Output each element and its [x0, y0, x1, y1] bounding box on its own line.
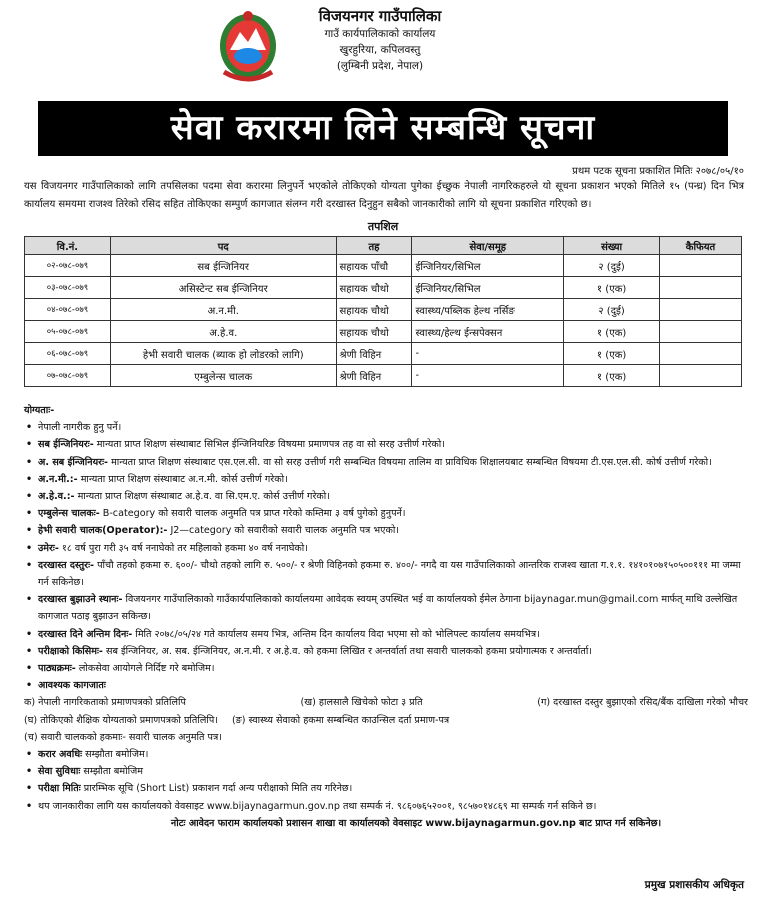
positions-table [24, 236, 742, 387]
cell-count: २ (दुई) [564, 299, 660, 321]
document-item: (घ) तोकिएको शैक्षिक योग्यताको प्रमाणपत्रको प्रतिलिपि। [24, 714, 218, 726]
col-header-sn: वि.नं. [25, 237, 111, 255]
list-item [24, 557, 748, 591]
cell-service: ईन्जिनियर/सिभिल [412, 255, 564, 277]
item-title: हेभी सवारी चालक(Operator):- [38, 525, 168, 537]
item-text: B-category को सवारी चालक अनुमति पत्र प्राप्त गरेको कम्तिमा ३ वर्ष पुगेको हुनुपर्ने। [99, 508, 406, 520]
table-row [25, 365, 742, 387]
cell-count: १ (एक) [564, 321, 660, 343]
cell-level: सहायक चौथो [336, 321, 412, 343]
list-item [24, 746, 748, 763]
publish-date: प्रथम पटक सूचना प्रकाशित मितिः २०७८/०५/१० [572, 166, 744, 177]
province-name: (लुम्बिनी प्रदेश, नेपाल) [336, 60, 424, 72]
letterhead [0, 0, 766, 100]
cell-post: अ.न.मी. [110, 299, 336, 321]
item-text: विजयनगर गाउँपालिकाको गाउँकार्यपालिकाको कार्यालयमा आवेदक स्वयम् उपस्थित भई वा कार्यालयको ईमेल ठेगाना bijaynagar.mun@gmail.com मार्फत् माथि उल्लेखित कागजात पठाइ बुझाउन सकिन्छ। [38, 594, 738, 623]
cell-remarks [660, 299, 742, 321]
item-text: नेपाली नागरीक हुनु पर्ने। [38, 422, 122, 434]
list-item [24, 488, 748, 505]
intro-paragraph: यस विजयनगर गाउँपालिकाको लागि तपसिलका पदमा सेवा करारमा लिनुपर्ने भएकोले तोकिएको योग्यता पुगेका ईच्छुक नेपाली नागरिकहरुले यो सूचना प्रकाशन भएको मितिले १५ (पन्ध्र) दिन भित्र कार्यालय समयमा राजश्व तिरेको रसिद सहित तोकिएका सम्पुर्ण कागजात संलग्न गरी दरखास्त दिनुहुन सबैको जानकारीको लागि यो सूचना प्रकाशित गरिएको छ। [24, 181, 744, 210]
document-item: (ख) हालसालै खिचेको फोटा ३ प्रति [300, 697, 423, 709]
cell-service: - [412, 343, 564, 365]
item-text: सम्झौता बमोजिम [80, 766, 143, 778]
cell-level: श्रेणी विहिन [336, 365, 412, 387]
signature-title: प्रमुख प्रशासकीय अधिकृत [644, 879, 744, 891]
cell-sn: ०७-०७८-०७९ [25, 365, 111, 387]
list-item [24, 505, 748, 522]
item-text: पाँचौ तहको हकमा रु. ६००/- चौथो तहको लागि रु. ५००/- र श्रेणी विहिनको हकमा रु. ४००/- नगदै वा यस गाउँपालिकाको आन्तरिक राजश्व खाता ग.१.१. १४१०१०७१५०५००१११ मा जम्मा गर्न सकिनेछ। [38, 559, 741, 589]
list-item [24, 419, 748, 436]
item-text: प्रारम्भिक सूचि (Short List) प्रकाशन गर्दा अन्य परीक्षाको मिति तय गरिनेछ। [80, 783, 353, 795]
item-title: सेवा सुविधाः [38, 766, 81, 778]
table-row [25, 343, 742, 365]
list-item [24, 436, 748, 453]
cell-sn: ०५-०७८-०७९ [25, 321, 111, 343]
item-title: दरखास्त दिने अन्तिम दिनः- [38, 628, 133, 640]
item-text: मान्यता प्राप्त शिक्षण संस्थाबाट अ.न.मी. कोर्स उत्तीर्ण गरेको। [77, 473, 288, 485]
list-item [24, 471, 748, 488]
cell-post: हेभी सवारी चालक (ब्याक हो लोडरको लागि) [110, 343, 336, 365]
cell-service: ईन्जिनियर/सिभिल [412, 277, 564, 299]
table-header-row [25, 237, 742, 255]
list-item [24, 522, 748, 539]
item-title: सब ईन्जिनियरः- [38, 439, 94, 451]
documents-row-2 [24, 712, 748, 729]
cell-service: - [412, 365, 564, 387]
table-title: तपशिल [367, 220, 399, 233]
col-header-level: तह [336, 237, 412, 255]
cell-remarks [660, 277, 742, 299]
cell-service: स्वास्थ्य/हेल्थ ईन्सपेक्सन [412, 321, 564, 343]
item-text: सम्झौता बमोजिम। [82, 749, 149, 761]
cell-sn: ०२-०७८-०७९ [25, 255, 111, 277]
notice-banner-title: सेवा करारमा लिने सम्बन्धि सूचना [38, 101, 728, 156]
item-text: मान्यता प्राप्त शिक्षण संस्थाबाट अ.हे.व. वा सि.एम.ए. कोर्स उत्तीर्ण गरेको। [74, 491, 330, 503]
item-text: मान्यता प्राप्त शिक्षण संस्थाबाट एस.एल.सी. वा सो सरह उत्तीर्ण गरी सम्बन्धित विषयमा तालिम वा प्राविधिक शिक्षालयबाट सम्बन्धित विषयमा टी.एस.एल.सी. कोर्ष उत्तीर्ण गरेको। [108, 456, 712, 468]
item-title: एम्बुलेन्स चालकः- [38, 508, 100, 520]
list-item [24, 677, 748, 694]
organization-name-block [296, 6, 464, 74]
cell-remarks [660, 321, 742, 343]
cell-post: एम्बुलेन्स चालक [110, 365, 336, 387]
document-item: (ङ) स्वास्थ्य सेवाको हकमा सम्बन्धित काउन्सिल दर्ता प्रमाण-पत्र [231, 714, 450, 726]
nepal-emblem-icon [216, 8, 280, 84]
org-name: विजयनगर गाउँपालिका [318, 7, 442, 25]
cell-service: स्वास्थ्य/पब्लिक हेल्थ नर्सिङ [412, 299, 564, 321]
list-item [24, 540, 748, 557]
list-item [24, 763, 748, 780]
item-title: करार अवधिः [38, 749, 83, 761]
documents-row-3: (च) सवारी चालकको हकमाः- सवारी चालक अनुमति पत्र। [24, 731, 222, 743]
cell-sn: ०६-०७८-०७९ [25, 343, 111, 365]
item-title: परीक्षा मितिः [38, 783, 81, 795]
item-text: थप जानकारीका लागि यस कार्यालयको वेवसाइट www.bijaynagarmun.gov.np तथा सम्पर्क नं. ९८६०७६५२००१, ९८५७०१४८६९ मा सम्पर्क गर्न सकिने छ। [38, 800, 597, 812]
list-item [24, 660, 748, 677]
col-header-post: पद [110, 237, 336, 255]
item-text: लोकसेवा आयोगले निर्दिष्ट गरे बमोजिम। [75, 663, 215, 675]
item-title: परीक्षाको किसिमः- [38, 645, 103, 657]
item-title: पाठ्यक्रमः- [38, 663, 76, 675]
list-item [24, 626, 748, 643]
item-text: मान्यता प्राप्त शिक्षण संस्थाबाट सिभिल ईन्जिनियरिङ विषयमा प्रमाणपत्र तह वा सो सरह उत्तीर्ण गरेको। [93, 439, 445, 451]
cell-remarks [660, 343, 742, 365]
cell-sn: ०३-०७८-०७९ [25, 277, 111, 299]
list-item [24, 780, 748, 797]
item-title: आवश्यक कागजातः [38, 680, 106, 692]
cell-remarks [660, 365, 742, 387]
office-location: खुरहुरिया, कपिलवस्तु [339, 44, 421, 56]
col-header-service: सेवा/समूह [412, 237, 564, 255]
cell-count: १ (एक) [564, 343, 660, 365]
col-header-count: संख्या [564, 237, 660, 255]
item-title: दरखास्त दस्तुरः- [38, 559, 95, 571]
table-row [25, 321, 742, 343]
table-row [25, 277, 742, 299]
documents-row-1 [24, 694, 748, 711]
cell-post: असिस्टेन्ट सब ईन्जिनियर [110, 277, 336, 299]
item-text: J2—category को सवारीको सवारी चालक अनुमति पत्र भएको। [167, 525, 399, 537]
cell-count: २ (दुई) [564, 255, 660, 277]
item-text: सब ईन्जिनियर, अ. सब. ईन्जिनियर, अ.न.मी. र अ.हे.व. को हकमा लिखित र अन्तर्वार्ता तथा सवारी चालकको हकमा प्रयोगात्मक र अन्तर्वार्ता। [102, 645, 592, 657]
qualifications-section [24, 402, 748, 832]
list-item [24, 798, 748, 815]
cell-count: १ (एक) [564, 277, 660, 299]
item-title: अ.न.मी.:- [38, 473, 78, 485]
cell-post: अ.हे.व. [110, 321, 336, 343]
item-title: उमेरः- [38, 542, 59, 554]
cell-post: सब ईन्जिनियर [110, 255, 336, 277]
cell-level: सहायक पाँचौ [336, 255, 412, 277]
cell-count: १ (एक) [564, 365, 660, 387]
cell-sn: ०४-०७८-०७९ [25, 299, 111, 321]
item-text: १८ वर्ष पुरा गरी ३५ वर्ष ननाघेको तर महिलाको हकमा ४० वर्ष ननाघेको। [58, 542, 308, 554]
item-title: दरखास्त बुझाउने स्थानः- [38, 594, 123, 606]
note-line: नोटः आवेदन फाराम कार्यालयको प्रशासन शाखा वा कार्यालयको वेवसाइट www.bijaynagarmun.gov.np बाट प्राप्त गर्न सकिनेछ। [170, 817, 662, 829]
item-title: अ. सब ईन्जिनियरः- [38, 456, 109, 468]
item-title: अ.हे.व.:- [38, 491, 75, 503]
document-item: क) नेपाली नागरिकताको प्रमाणपत्रको प्रतिलिपि [24, 697, 186, 709]
cell-level: सहायक चौथो [336, 277, 412, 299]
cell-level: सहायक चौथो [336, 299, 412, 321]
item-text: मिति २०७८/०५/२४ गते कार्यालय समय भित्र, अन्तिम दिन कार्यालय विदा भएमा सो को भोलिपल्ट कार्यालय समयभित्र। [132, 628, 540, 640]
table-row [25, 299, 742, 321]
document-item: (ग) दरखास्त दस्तुर बुझाएको रसिद/बैंक दाखिला गरेको भौचर [537, 697, 748, 709]
col-header-remarks: कैफियत [660, 237, 742, 255]
table-row [25, 255, 742, 277]
qualifications-heading: योग्यताः- [24, 405, 55, 416]
list-item [24, 454, 748, 471]
list-item [24, 643, 748, 660]
cell-level: श्रेणी विहिन [336, 343, 412, 365]
office-name: गाउँ कार्यपालिकाको कार्यालय [324, 28, 436, 40]
list-item [24, 591, 748, 625]
cell-remarks [660, 255, 742, 277]
